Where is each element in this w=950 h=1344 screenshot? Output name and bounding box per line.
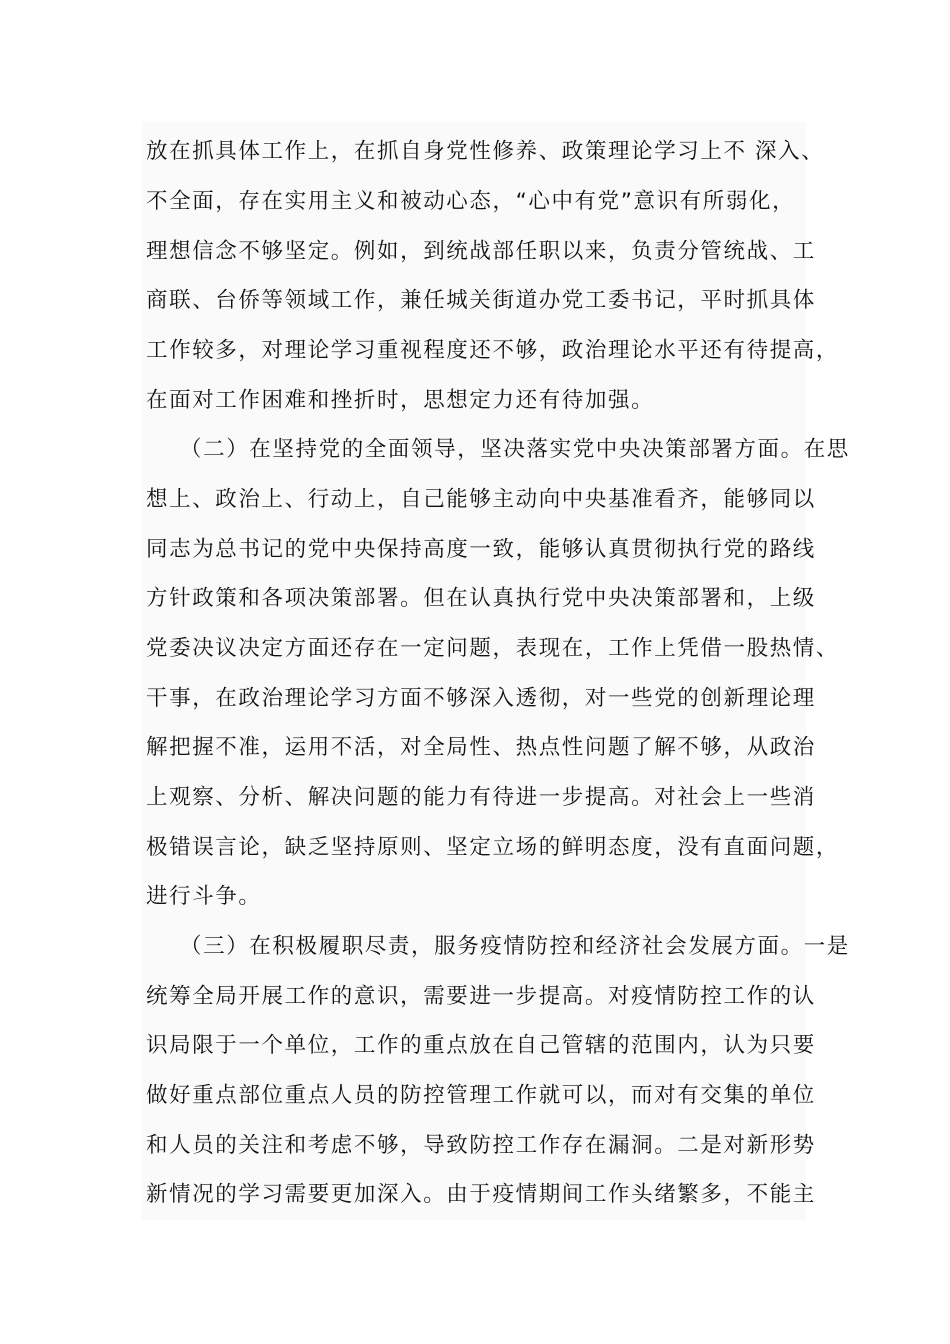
text-line: 同志为总书记的党中央保持高度一致，能够认真贯彻执行党的路线 [146,537,816,562]
section-heading-line: （二）在坚持党的全面领导，坚决落实党中央决策部署方面。在思 [180,437,850,462]
text-line: 解把握不准，运用不活，对全局性、热点性问题了解不够，从政治 [146,735,816,760]
text-line: 干事，在政治理论学习方面不够深入透彻，对一些党的创新理论理 [146,686,816,711]
text-line: 工作较多，对理论学习重视程度还不够，政治理论水平还有待提高， [146,338,840,363]
text-line: 和人员的关注和考虑不够，导致防控工作存在漏洞。二是对新形势 [146,1133,816,1158]
text-line: 上观察、分析、解决问题的能力有待进一步提高。对社会上一些消 [146,785,816,810]
text-line: 商联、台侨等领域工作，兼任城关街道办党工委书记，平时抓具体 [146,288,816,313]
document-text-block [142,122,850,1220]
text-line: 在面对工作困难和挫折时，思想定力还有待加强。 [146,388,655,413]
text-line: 党委决议决定方面还存在一定问题，表现在，工作上凭借一股热情、 [146,636,840,661]
text-line: 想上、政治上、行动上，自己能够主动向中央基准看齐，能够同以 [146,487,816,512]
text-line: 做好重点部位重点人员的防控管理工作就可以，而对有交集的单位 [146,1083,816,1108]
text-line: 极错误言论，缺乏坚持原则、坚定立场的鲜明态度，没有直面问题， [146,835,840,860]
text-line: 不全面，存在实用主义和被动心态，“心中有党”意识有所弱化， [146,189,796,214]
text-line: 理想信念不够坚定。例如，到统战部任职以来，负责分管统战、工 [146,239,816,264]
text-line: 放在抓具体工作上，在抓自身党性修养、政策理论学习上不 深入、 [146,139,825,164]
text-line: 统筹全局开展工作的意识，需要进一步提高。对疫情防控工作的认 [146,984,816,1009]
section-heading-line: （三）在积极履职尽责，服务疫情防控和经济社会发展方面。一是 [180,934,850,959]
text-line: 方针政策和各项决策部署。但在认真执行党中央决策部署和，上级 [146,586,816,611]
text-line: 进行斗争。 [146,884,262,909]
text-line: 识局限于一个单位，工作的重点放在自己管辖的范围内，认为只要 [146,1033,816,1058]
text-line: 新情况的学习需要更加深入。由于疫情期间工作头绪繁多，不能主 [146,1182,816,1207]
